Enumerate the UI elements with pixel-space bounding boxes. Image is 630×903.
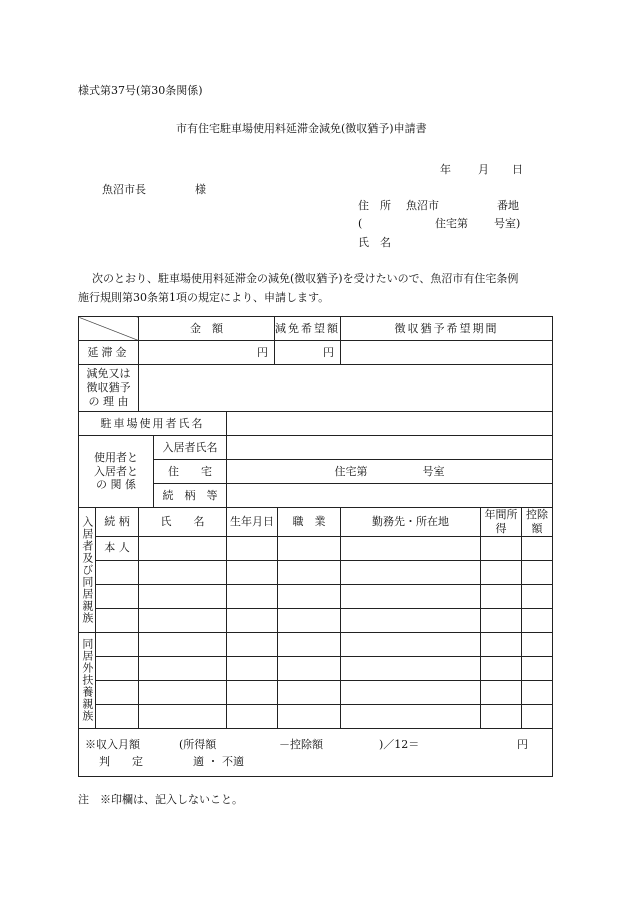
col-occupation: 職 業	[278, 508, 341, 537]
header-period: 徴収猶予希望期間	[341, 317, 553, 341]
reduction-amount-yen[interactable]: 円	[275, 341, 341, 365]
table-cell[interactable]	[96, 584, 139, 608]
table-cell[interactable]	[481, 560, 522, 584]
col-deduction: 控除額	[522, 508, 553, 537]
table-cell[interactable]	[139, 680, 227, 704]
header-reduction: 減免希望額	[275, 317, 341, 341]
table-cell[interactable]	[522, 680, 553, 704]
table-cell[interactable]	[481, 656, 522, 680]
income-open: (所得額	[179, 738, 217, 751]
table-cell[interactable]	[278, 584, 341, 608]
reason-label-line: 徴収猶予	[86, 381, 131, 395]
date-month: 月	[478, 163, 489, 176]
table-cell[interactable]	[139, 656, 227, 680]
col-relation: 続 柄	[96, 508, 139, 537]
income-judgment-area	[79, 729, 552, 775]
residence-field[interactable]	[227, 460, 553, 484]
household-label-text: 入居者及び同居親族	[80, 515, 94, 624]
parking-user-name-label: 駐車場使用者氏名	[79, 412, 227, 436]
table-cell[interactable]	[96, 632, 139, 656]
body-text-line-2: 施行規則第30条第1項の規定により、申請します。	[78, 291, 330, 304]
table-cell[interactable]	[278, 608, 341, 632]
table-cell[interactable]	[139, 608, 227, 632]
income-yen: 円	[517, 738, 528, 751]
table-cell[interactable]	[227, 656, 278, 680]
income-close: )／12＝	[379, 738, 420, 751]
table-cell[interactable]	[139, 560, 227, 584]
parking-user-name-field[interactable]	[227, 412, 553, 436]
date-year: 年	[440, 163, 451, 176]
table-cell[interactable]	[278, 704, 341, 728]
table-cell[interactable]	[481, 680, 522, 704]
table-cell[interactable]	[341, 536, 481, 560]
table-cell[interactable]	[227, 608, 278, 632]
table-cell[interactable]	[341, 680, 481, 704]
dependents-label-text: 同居外扶養親族	[80, 638, 94, 722]
judgment-value: 適 ・ 不適	[193, 755, 244, 768]
table-cell[interactable]	[96, 608, 139, 632]
table-cell[interactable]	[481, 608, 522, 632]
table-cell[interactable]	[227, 680, 278, 704]
relationship-field[interactable]	[227, 484, 553, 508]
table-cell[interactable]	[96, 560, 139, 584]
address-city: 魚沼市	[406, 199, 439, 212]
table-cell[interactable]	[341, 560, 481, 584]
dependents-label	[79, 632, 96, 728]
table-cell[interactable]	[278, 656, 341, 680]
relation-label	[79, 436, 154, 508]
residence-room-text: 号室	[422, 464, 445, 478]
address-room: 号室)	[494, 217, 521, 230]
income-judgment-cell	[79, 728, 553, 776]
reason-label-line: の 理 由	[88, 394, 129, 408]
relation-label-line: の 関 係	[96, 478, 136, 492]
table-cell[interactable]	[481, 632, 522, 656]
table-cell[interactable]	[96, 656, 139, 680]
table-cell[interactable]	[522, 704, 553, 728]
overdue-amount-yen[interactable]: 円	[139, 341, 275, 365]
table-cell[interactable]	[522, 656, 553, 680]
table-cell[interactable]	[139, 536, 227, 560]
table-cell[interactable]	[341, 704, 481, 728]
table-cell[interactable]	[227, 632, 278, 656]
table-cell[interactable]	[481, 584, 522, 608]
relationship-label: 続 柄 等	[154, 484, 227, 508]
resident-name-label: 入居者氏名	[154, 436, 227, 460]
table-cell[interactable]	[139, 704, 227, 728]
reason-label	[79, 365, 139, 412]
address-housing: 住宅第	[435, 217, 468, 230]
household-label	[79, 508, 96, 633]
income-mark: ※収入月額	[85, 738, 140, 751]
table-cell[interactable]	[522, 584, 553, 608]
table-cell[interactable]	[341, 656, 481, 680]
table-cell[interactable]	[522, 560, 553, 584]
relation-label-line: 使用者と	[94, 450, 138, 464]
table-cell[interactable]	[227, 704, 278, 728]
footnote: 注 ※印欄は、記入しないこと。	[78, 793, 243, 806]
overdue-label: 延滞金	[79, 341, 139, 365]
header-amount: 金 額	[139, 317, 275, 341]
form-number: 様式第37号(第30条関係)	[78, 84, 203, 97]
address-paren: (	[358, 217, 363, 230]
addressee-name: 魚沼市長	[102, 183, 146, 196]
form-title: 市有住宅駐車場使用料延滞金減免(徴収猶予)申請書	[176, 122, 427, 135]
col-workplace: 勤務先・所在地	[341, 508, 481, 537]
reason-label-line: 減免又は	[86, 367, 131, 381]
residence-housing-text: 住宅第	[334, 464, 368, 478]
table-cell[interactable]	[227, 584, 278, 608]
judgment-label: 判 定	[99, 755, 143, 768]
address-label: 住 所	[358, 199, 391, 212]
table-cell[interactable]	[522, 632, 553, 656]
table-cell[interactable]	[481, 704, 522, 728]
table-cell[interactable]	[522, 608, 553, 632]
table-cell[interactable]	[278, 560, 341, 584]
period-field[interactable]	[341, 341, 553, 365]
table-cell[interactable]	[278, 680, 341, 704]
table-cell[interactable]	[96, 680, 139, 704]
income-minus: －控除額	[279, 738, 323, 751]
relation-label-line: 入居者と	[94, 464, 138, 478]
col-annual-income: 年間所得	[481, 508, 522, 537]
table-cell[interactable]	[278, 536, 341, 560]
application-table	[78, 316, 553, 777]
header-diagonal-cell	[79, 317, 139, 341]
table-cell[interactable]	[341, 584, 481, 608]
residence-label: 住 宅	[154, 460, 227, 484]
table-cell[interactable]	[139, 632, 227, 656]
address-banchi: 番地	[497, 199, 519, 212]
table-cell[interactable]	[227, 560, 278, 584]
col-birthdate: 生年月日	[227, 508, 278, 537]
self-label: 本 人	[96, 536, 139, 560]
reason-field[interactable]	[139, 365, 553, 412]
table-cell[interactable]	[522, 536, 553, 560]
body-text-line-1: 次のとおり、駐車場使用料延滞金の減免(徴収猶予)を受けたいので、魚沼市有住宅条例	[92, 272, 519, 285]
table-cell[interactable]	[278, 632, 341, 656]
table-cell[interactable]	[481, 536, 522, 560]
col-name: 氏 名	[139, 508, 227, 537]
table-cell[interactable]	[227, 536, 278, 560]
table-cell[interactable]	[341, 608, 481, 632]
resident-name-field[interactable]	[227, 436, 553, 460]
table-cell[interactable]	[139, 584, 227, 608]
table-cell[interactable]	[341, 632, 481, 656]
date-day: 日	[512, 163, 523, 176]
addressee-honorific: 様	[195, 183, 206, 196]
table-cell[interactable]	[96, 704, 139, 728]
name-label: 氏 名	[358, 236, 391, 249]
